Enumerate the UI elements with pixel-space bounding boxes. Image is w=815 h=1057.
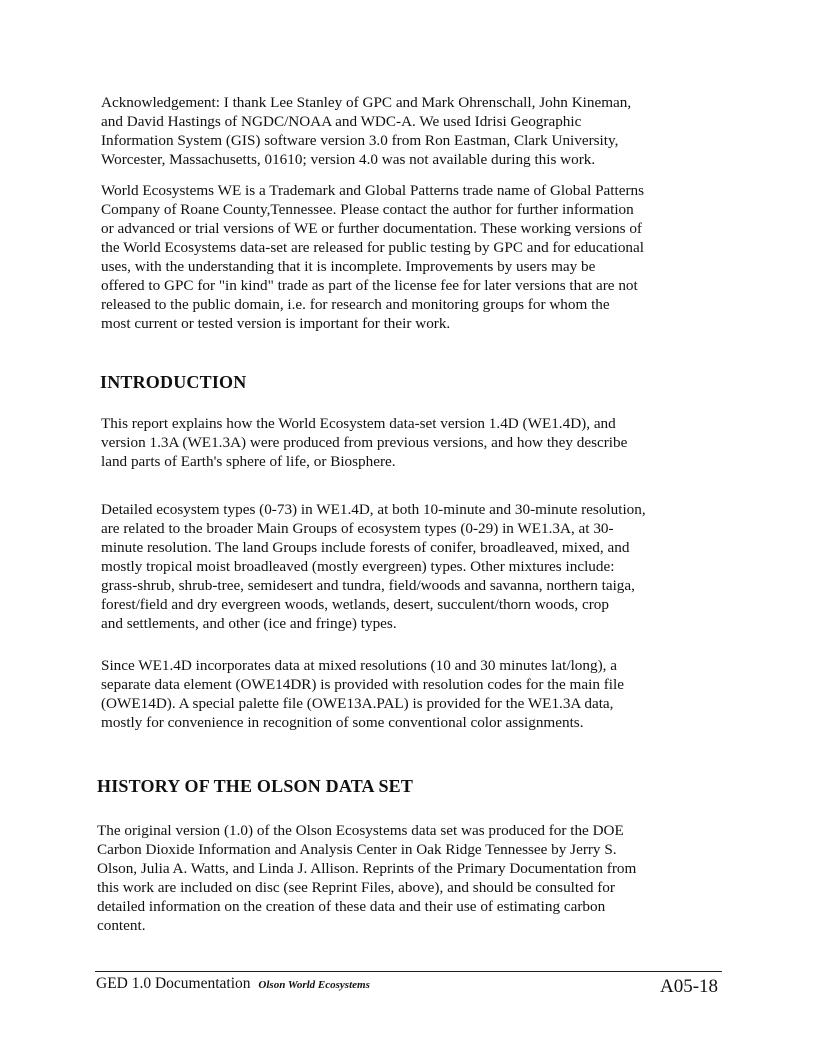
text-line: this work are included on disc (see Reprint Files, above), and should be consulted for [97,879,615,896]
text-line: Company of Roane County,Tennessee. Please contact the author for further information [101,201,634,218]
text-line: Worcester, Massachusetts, 01610; version 4.0 was not available during this work. [101,151,596,168]
text-line: Olson, Julia A. Watts, and Linda J. Allison. Reprints of the Primary Documentation from [97,860,637,877]
text-line: Acknowledgement: I thank Lee Stanley of GPC and Mark Ohrenschall, John Kineman, [101,94,632,111]
text-line: This report explains how the World Ecosystem data-set version 1.4D (WE1.4D), and [101,415,616,432]
footer-doc-label [96,975,370,993]
history-paragraph [97,821,737,935]
footer-divider [95,971,722,972]
introduction-paragraph-3 [101,656,741,732]
text-line: version 1.3A (WE1.3A) were produced from previous versions, and how they describe [101,434,628,451]
text-line: most current or tested version is important for their work. [101,315,451,332]
page-number: A05-18 [660,976,719,997]
introduction-paragraph-1 [101,414,741,471]
text-line: Detailed ecosystem types (0-73) in WE1.4D, at both 10-minute and 30-minute resolution, [101,501,646,518]
introduction-paragraph-2 [101,500,741,633]
text-line: Carbon Dioxide Information and Analysis Center in Oak Ridge Tennessee by Jerry S. [97,841,617,858]
text-line: mostly for convenience in recognition of some conventional color assignments. [101,714,584,731]
text-line: forest/field and dry evergreen woods, wetlands, desert, succulent/thorn woods, crop [101,596,609,613]
acknowledgement-paragraph [101,93,741,169]
text-line: grass-shrub, shrub-tree, semidesert and tundra, field/woods and savanna, northern taiga, [101,577,635,594]
text-line: separate data element (OWE14DR) is provided with resolution codes for the main file [101,676,624,693]
footer-doc-title: GED 1.0 Documentation [96,975,251,992]
text-line: Information System (GIS) software version 3.0 from Ron Eastman, Clark University, [101,132,619,149]
text-line: released to the public domain, i.e. for research and monitoring groups for whom the [101,296,610,313]
text-line: and settlements, and other (ice and fringe) types. [101,615,397,632]
history-heading: HISTORY OF THE OLSON DATA SET [97,776,414,796]
text-line: mostly tropical moist broadleaved (mostly evergreen) types. Other mixtures include: [101,558,615,575]
text-line: and David Hastings of NGDC/NOAA and WDC-A. We used Idrisi Geographic [101,113,582,130]
text-line: detailed information on the creation of these data and their use of estimating carbon [97,898,606,915]
text-line: the World Ecosystems data-set are released for public testing by GPC and for educational [101,239,644,256]
text-line: World Ecosystems WE is a Trademark and Global Patterns trade name of Global Patterns [101,182,645,199]
footer-subtitle: Olson World Ecosystems [258,979,370,991]
text-line: Since WE1.4D incorporates data at mixed resolutions (10 and 30 minutes lat/long), a [101,657,617,674]
text-line: content. [97,917,146,934]
text-line: land parts of Earth's sphere of life, or Biosphere. [101,453,396,470]
text-line: are related to the broader Main Groups of ecosystem types (0-29) in WE1.3A, at 30- [101,520,614,537]
text-line: or advanced or trial versions of WE or further documentation. These working versions of [101,220,642,237]
text-line: The original version (1.0) of the Olson Ecosystems data set was produced for the DOE [97,822,624,839]
text-line: (OWE14D). A special palette file (OWE13A.PAL) is provided for the WE1.3A data, [101,695,614,712]
text-line: uses, with the understanding that it is incomplete. Improvements by users may be [101,258,596,275]
introduction-heading: INTRODUCTION [100,372,247,392]
text-line: offered to GPC for "in kind" trade as part of the license fee for later versions that are not [101,277,638,294]
trademark-paragraph [101,181,741,333]
text-line: minute resolution. The land Groups include forests of conifer, broadleaved, mixed, and [101,539,630,556]
